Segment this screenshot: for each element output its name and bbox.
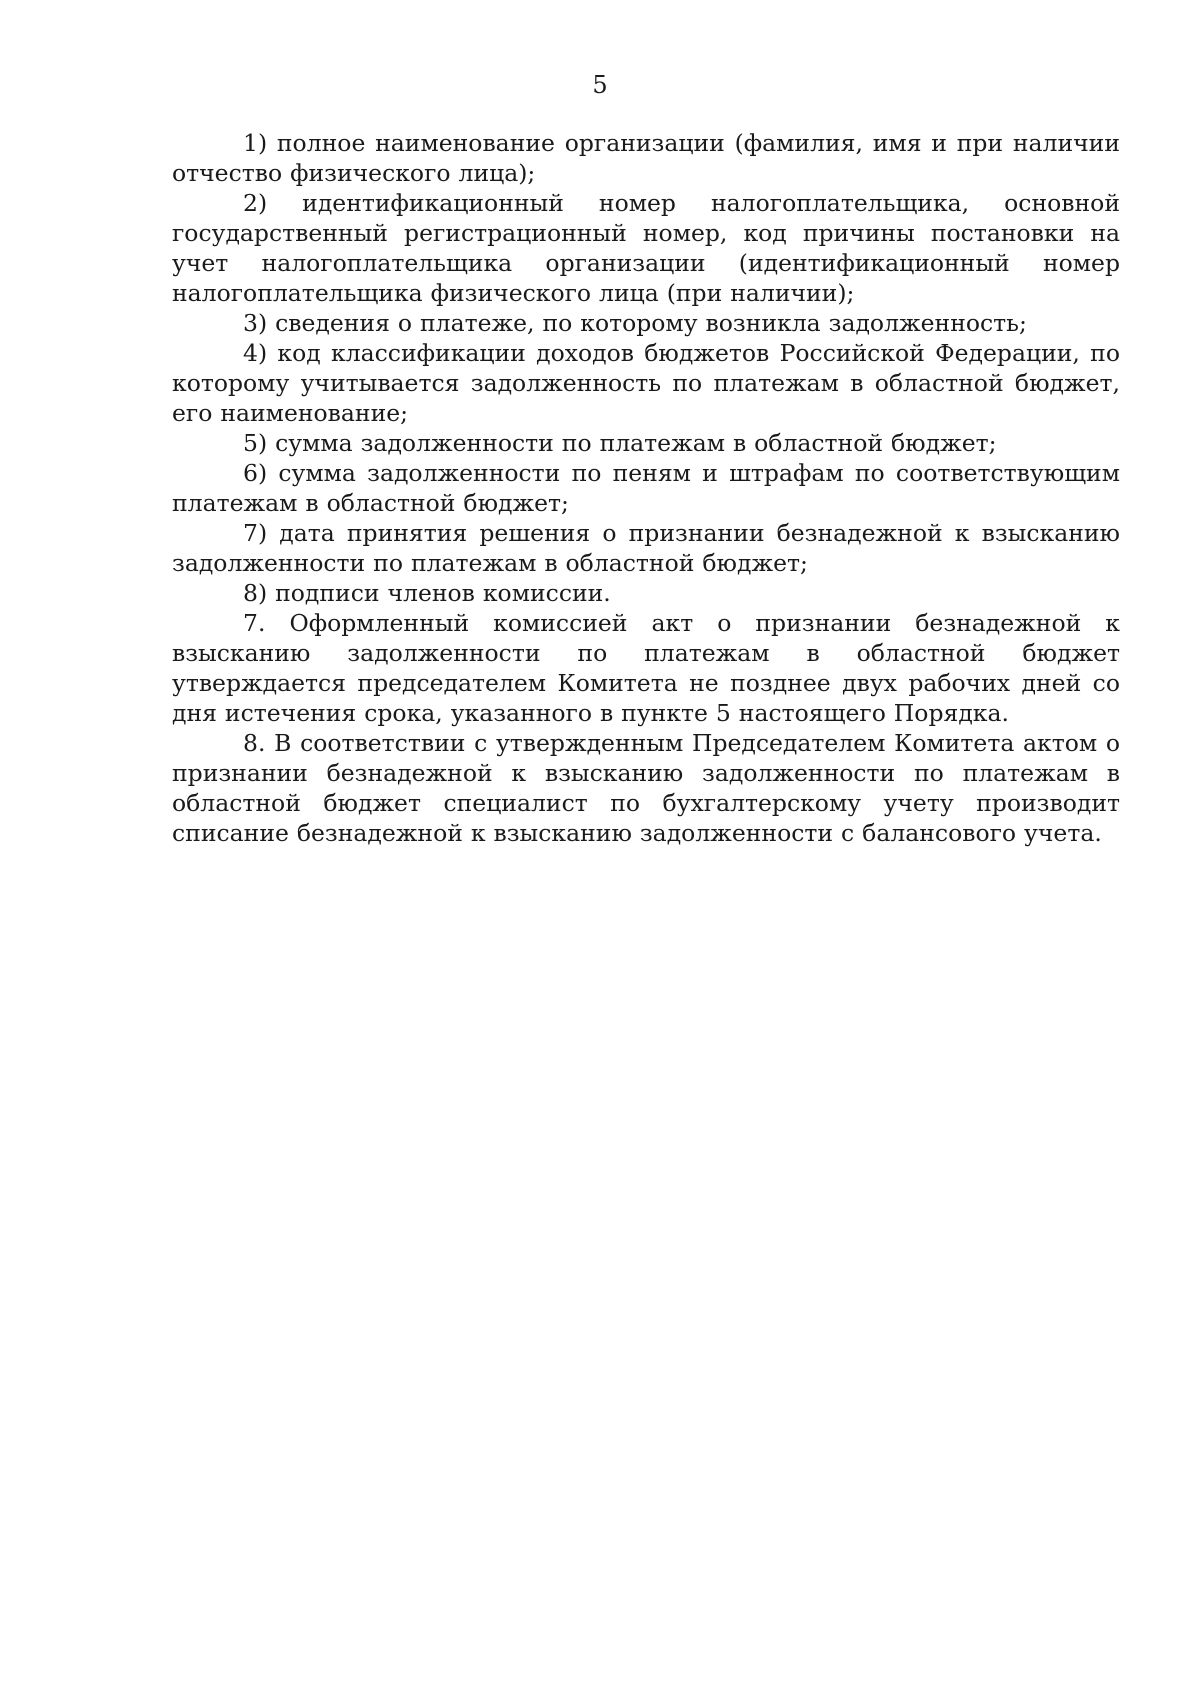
list-item-4: 4) код классификации доходов бюджетов Российской Федерации, по которому учитывается задолженность по платежам в областной бюджет, его наименование; [172,339,1120,427]
list-item-6: 6) сумма задолженности по пеням и штрафам по соответствующим платежам в областной бюджет; [172,459,1120,517]
page-number: 5 [592,71,608,99]
document-body [172,128,1120,848]
list-item-5: 5) сумма задолженности по платежам в областной бюджет; [243,429,997,457]
list-item-1: 1) полное наименование организации (фамилия, имя и при наличии отчество физического лица); [172,129,1120,187]
list-item-3: 3) сведения о платеже, по которому возникла задолженность; [243,309,1027,337]
list-item-8: 8) подписи членов комиссии. [243,579,611,607]
clause-8: 8. В соответствии с утвержденным Председателем Комитета актом о признании безнадежной к взысканию задолженности по платежам в областной бюджет специалист по бухгалтерскому учету производит списание безнадежной к взысканию задолженности с балансового учета. [172,729,1120,847]
list-item-7: 7) дата принятия решения о признании безнадежной к взысканию задолженности по платежам в областной бюджет; [172,519,1120,577]
clause-7: 7. Оформленный комиссией акт о признании безнадежной к взысканию задолженности по платежам в областной бюджет утверждается председателем Комитета не позднее двух рабочих дней со дня истечения срока, указанного в пункте 5 настоящего Порядка. [172,609,1120,727]
list-item-2: 2) идентификационный номер налогоплательщика, основной государственный регистрационный номер, код причины постановки на учет налогоплательщика организации (идентификационный номер налогоплательщика физического лица (при наличии); [172,189,1120,307]
